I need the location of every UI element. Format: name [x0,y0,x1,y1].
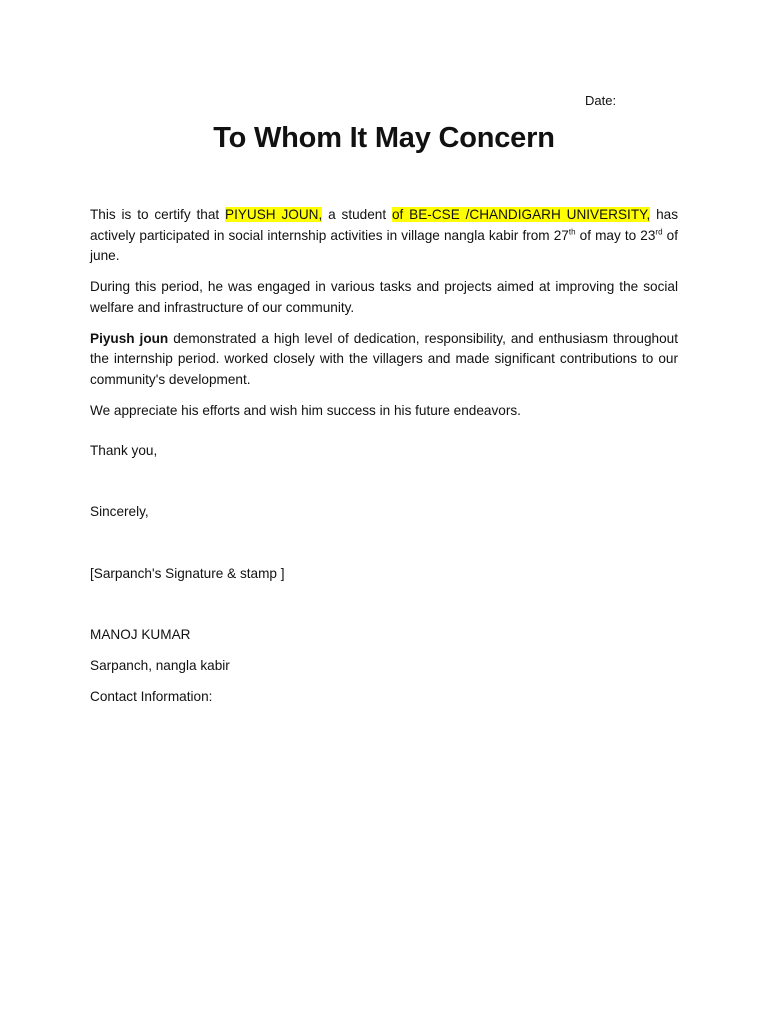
dedication-paragraph: Piyush joun demonstrated a high level of dedication, responsibility, and enthusiasm throughout the internship period. worked closely with the villagers and made significant contributions to our community's development. [90,330,678,387]
document-title: To Whom It May Concern [213,122,555,154]
sincerely-line: Sincerely, [90,504,149,519]
date-label: Date: [585,93,617,108]
signer-title: Sarpanch, nangla kabir [90,658,230,673]
signature-placeholder: [Sarpanch's Signature & stamp ] [90,566,285,581]
contact-information-label: Contact Information: [90,689,213,704]
student-name-bold: Piyush joun [90,330,169,346]
thank-you-line: Thank you, [90,443,158,458]
period-paragraph: During this period, he was engaged in various tasks and projects aimed at improving the social welfare and infrastructure of our community. [90,279,678,315]
highlighted-course: of BE-CSE /CHANDIGARH UNIVERSITY, [391,207,651,222]
signer-name: MANOJ KUMAR [90,627,191,642]
highlighted-student-name: PIYUSH JOUN, [225,207,323,222]
certification-paragraph: This is to certify that PIYUSH JOUN, a student of BE-CSE /CHANDIGARH UNIVERSITY, has actively participated in social internship activities in village nangla kabir from 27th of may to 23rd of june. [90,207,679,263]
ordinal-suffix: rd [655,226,663,236]
ordinal-suffix: th [568,226,576,236]
appreciation-paragraph: We appreciate his efforts and wish him success in his future endeavors. [90,402,521,418]
letter-body [90,205,678,432]
